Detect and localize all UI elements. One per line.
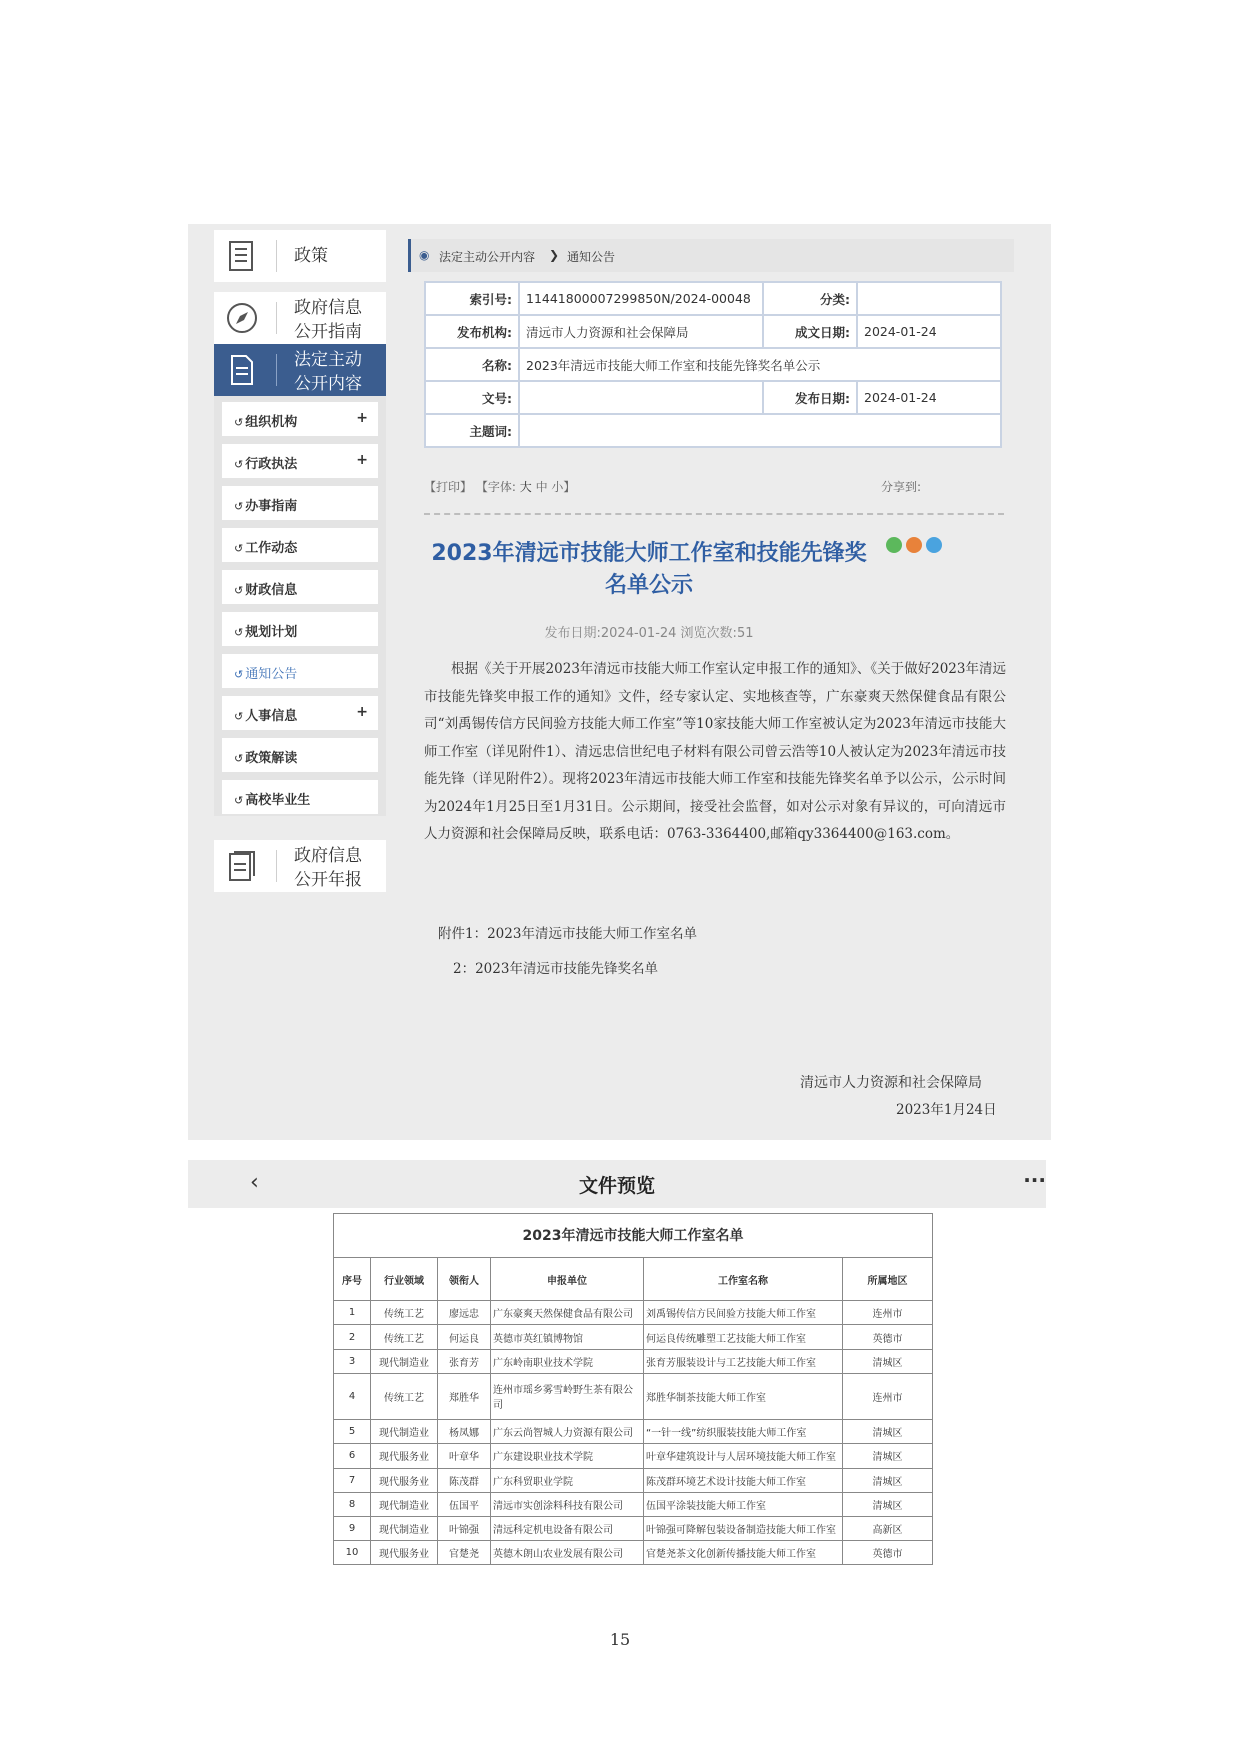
sidebar-guide[interactable]	[214, 292, 386, 344]
table-cell: 清远科定机电设备有限公司	[491, 1516, 644, 1540]
table-cell: 1	[334, 1301, 371, 1325]
metadata-table	[424, 281, 1002, 448]
sidebar-item-personnel[interactable]	[222, 696, 378, 730]
org-value: 清远市人力资源和社会保障局	[519, 315, 763, 348]
weibo-icon[interactable]	[906, 537, 922, 553]
file-preview-bar	[188, 1160, 1046, 1208]
sidebar-item-label: ↺ 人事信息	[234, 705, 297, 724]
publish-info: 发布日期:2024-01-24 浏览次数:51	[544, 626, 754, 641]
table-cell: 叶锦强可降解包装设备制造技能大师工作室	[644, 1516, 843, 1540]
breadcrumb	[408, 239, 1014, 272]
signer: 清远市人力资源和社会保障局	[800, 1075, 982, 1091]
table-cell: 张育芳服装设计与工艺技能大师工作室	[644, 1349, 843, 1373]
roster-caption: 2023年清远市技能大师工作室名单	[334, 1214, 933, 1258]
table-cell: 郑胜华制茶技能大师工作室	[644, 1373, 843, 1420]
sidebar-submenu	[214, 396, 386, 816]
table-cell: 清城区	[843, 1492, 933, 1516]
table-cell: 7	[334, 1468, 371, 1492]
table-cell: 英德市	[843, 1540, 933, 1564]
line-2: 公开年报	[294, 870, 362, 890]
qq-icon[interactable]	[926, 537, 942, 553]
table-cell: 伍国平	[438, 1492, 491, 1516]
preview-title: 文件预览	[578, 1175, 655, 1197]
sidebar-item-label: ↺ 行政执法	[234, 453, 297, 472]
table-cell: 2	[334, 1325, 371, 1349]
table-cell: 郑胜华	[438, 1373, 491, 1420]
table-row	[334, 1420, 933, 1444]
table-cell: 清远市实创涂料科技有限公司	[491, 1492, 644, 1516]
table-cell: “一针一线”纺织服装技能大师工作室	[644, 1420, 843, 1444]
header-cell: 行业领域	[371, 1257, 438, 1301]
category-key: 分类:	[763, 282, 857, 315]
table-cell: 5	[334, 1420, 371, 1444]
table-cell: 9	[334, 1516, 371, 1540]
title-line-1: 2023年清远市技能大师工作室和技能先锋奖	[431, 541, 867, 566]
attachment-1[interactable]: 附件1：2023年清远市技能大师工作室名单	[438, 926, 697, 942]
org-key: 发布机构:	[425, 315, 519, 348]
expand-icon[interactable]: +	[356, 410, 368, 426]
sidebar-item-interpret[interactable]	[222, 738, 378, 772]
table-row	[334, 1516, 933, 1540]
webpage-screenshot	[188, 224, 1051, 1140]
table-cell: 传统工艺	[371, 1325, 438, 1349]
expand-icon[interactable]: +	[356, 704, 368, 720]
sidebar-active-content[interactable]	[214, 344, 386, 396]
table-cell: 叶章华	[438, 1444, 491, 1468]
sidebar-policy[interactable]	[214, 230, 386, 282]
table-cell: 伍国平涂装技能大师工作室	[644, 1492, 843, 1516]
table-cell: 连州市	[843, 1373, 933, 1420]
line-2: 公开指南	[294, 322, 362, 342]
attachment-2[interactable]: 2：2023年清远市技能先锋奖名单	[453, 961, 658, 977]
table-cell: 10	[334, 1540, 371, 1564]
header-cell: 所属地区	[843, 1257, 933, 1301]
table-row	[334, 1325, 933, 1349]
print-button[interactable]: 【打印】	[424, 480, 473, 494]
table-row	[334, 1349, 933, 1373]
table-cell: 英德市英红镇博物馆	[491, 1325, 644, 1349]
table-row	[334, 1373, 933, 1420]
table-cell: 清城区	[843, 1420, 933, 1444]
header-cell: 工作室名称	[644, 1257, 843, 1301]
breadcrumb-root[interactable]: 法定主动公开内容	[439, 250, 536, 264]
made-date-value: 2024-01-24	[857, 315, 1001, 348]
table-cell: 传统工艺	[371, 1373, 438, 1420]
report-icon	[224, 848, 260, 884]
table-cell: 高新区	[843, 1516, 933, 1540]
table-cell: 杨凤娜	[438, 1420, 491, 1444]
table-cell: 广东建设职业技术学院	[491, 1444, 644, 1468]
table-cell: 何运良传统雕塑工艺技能大师工作室	[644, 1325, 843, 1349]
table-cell: 现代服务业	[371, 1468, 438, 1492]
expand-icon[interactable]: +	[356, 452, 368, 468]
sidebar-annual-label	[294, 844, 362, 892]
category-value	[857, 282, 1001, 315]
sidebar-item-news[interactable]	[222, 528, 378, 562]
pub-date-value: 2024-01-24	[857, 381, 1001, 414]
sidebar-item-finance[interactable]	[222, 570, 378, 604]
table-cell: 清城区	[843, 1468, 933, 1492]
table-cell: 现代制造业	[371, 1420, 438, 1444]
more-icon[interactable]: ···	[1023, 1168, 1046, 1192]
table-cell: 英德市	[843, 1325, 933, 1349]
line-1: 法定主动	[294, 350, 362, 370]
sidebar-guide-label	[294, 296, 362, 344]
table-cell: 清城区	[843, 1444, 933, 1468]
table-cell: 廖远忠	[438, 1301, 491, 1325]
divider	[276, 354, 277, 386]
table-cell: 3	[334, 1349, 371, 1373]
table-cell: 现代制造业	[371, 1516, 438, 1540]
roster-header-row	[334, 1257, 933, 1301]
table-cell: 6	[334, 1444, 371, 1468]
sidebar-item-guide[interactable]	[222, 486, 378, 520]
divider	[276, 850, 277, 882]
table-cell: 张育芳	[438, 1349, 491, 1373]
table-cell: 连州市瑶乡雾雪岭野生茶有限公司	[491, 1373, 644, 1420]
font-medium-button[interactable]: 中	[535, 480, 548, 494]
made-date-key: 成文日期:	[763, 315, 857, 348]
line-1: 政府信息	[294, 298, 362, 318]
topic-value	[519, 414, 1001, 447]
table-cell: 4	[334, 1373, 371, 1420]
sidebar-item-label: ↺ 办事指南	[234, 495, 297, 514]
table-cell: 广东云尚智城人力资源有限公司	[491, 1420, 644, 1444]
chevron-right-icon: ❯	[549, 248, 560, 262]
location-pin-icon: ◉	[419, 248, 430, 262]
divider	[276, 302, 277, 334]
title-line-2: 名单公示	[604, 573, 693, 598]
sidebar-policy-label: 政策	[294, 246, 328, 266]
table-cell: 英德木朗山农业发展有限公司	[491, 1540, 644, 1564]
table-row	[334, 1468, 933, 1492]
table-cell: 叶锦强	[438, 1516, 491, 1540]
document-icon	[224, 352, 260, 388]
divider	[276, 240, 277, 272]
sidebar-item-label: ↺ 财政信息	[234, 579, 297, 598]
font-large-button[interactable]: 大	[519, 480, 532, 494]
table-cell: 广东豪爽天然保健食品有限公司	[491, 1301, 644, 1325]
article-title	[424, 538, 874, 602]
compass-icon	[224, 300, 260, 336]
line-2: 公开内容	[294, 374, 362, 394]
dashed-divider	[424, 513, 1004, 515]
name-value: 2023年清远市技能大师工作室和技能先锋奖名单公示	[519, 348, 1001, 381]
back-chevron-icon[interactable]: ‹	[250, 1170, 259, 1195]
wechat-icon[interactable]	[886, 537, 902, 553]
article-tools	[424, 478, 575, 495]
table-cell: 清城区	[843, 1349, 933, 1373]
page-number: 15	[609, 1630, 631, 1649]
font-size-label: 【字体:	[475, 480, 516, 494]
sidebar-item-label: ↺ 规划计划	[234, 621, 297, 640]
index-value: 11441800007299850N/2024-00048	[519, 282, 763, 315]
line-1: 政府信息	[294, 846, 362, 866]
book-icon	[224, 238, 260, 274]
sign-date: 2023年1月24日	[896, 1102, 997, 1118]
share-label: 分享到:	[881, 480, 922, 494]
font-small-button[interactable]: 小】	[551, 480, 576, 494]
header-cell: 序号	[334, 1257, 371, 1301]
table-cell: 8	[334, 1492, 371, 1516]
table-row	[334, 1540, 933, 1564]
table-cell: 陈茂群环境艺术设计技能大师工作室	[644, 1468, 843, 1492]
sidebar-item-enforcement[interactable]	[222, 444, 378, 478]
docno-value	[519, 381, 763, 414]
table-cell: 广东科贸职业学院	[491, 1468, 644, 1492]
sidebar-item-label: ↺ 工作动态	[234, 537, 297, 556]
table-cell: 传统工艺	[371, 1301, 438, 1325]
table-cell: 何运良	[438, 1325, 491, 1349]
roster-table	[333, 1213, 933, 1565]
share-icons	[886, 537, 946, 557]
table-row	[334, 1492, 933, 1516]
table-row	[334, 1444, 933, 1468]
index-key: 索引号:	[425, 282, 519, 315]
table-cell: 现代服务业	[371, 1540, 438, 1564]
name-key: 名称:	[425, 348, 519, 381]
header-cell: 领衔人	[438, 1257, 491, 1301]
roster-body	[334, 1301, 933, 1565]
sidebar-item-org[interactable]	[222, 402, 378, 436]
sidebar-annual-report[interactable]	[214, 840, 386, 892]
sidebar-active-label	[294, 348, 362, 396]
docno-key: 文号:	[425, 381, 519, 414]
table-cell: 现代制造业	[371, 1492, 438, 1516]
topic-key: 主题词:	[425, 414, 519, 447]
sidebar-item-notice[interactable]	[222, 654, 378, 688]
sidebar-item-label: ↺ 通知公告	[234, 663, 297, 682]
sidebar-item-label: ↺ 高校毕业生	[234, 789, 310, 808]
table-cell: 连州市	[843, 1301, 933, 1325]
table-cell: 官楚尧茶文化创新传播技能大师工作室	[644, 1540, 843, 1564]
sidebar-item-graduates[interactable]	[222, 780, 378, 814]
table-row	[334, 1301, 933, 1325]
sidebar-item-label: ↺ 组织机构	[234, 411, 297, 430]
header-cell: 申报单位	[491, 1257, 644, 1301]
breadcrumb-current[interactable]: 通知公告	[567, 250, 616, 264]
table-cell: 现代制造业	[371, 1349, 438, 1373]
sidebar-item-label: ↺ 政策解读	[234, 747, 297, 766]
article-body: 根据《关于开展2023年清远市技能大师工作室认定申报工作的通知》、《关于做好2023年清远市技能先锋奖申报工作的通知》文件，经专家认定、实地核查等，广东豪爽天然保健食品有限公司“刘禹锡传信方民间验方技能大师工作室”等10家技能大师工作室被认定为2023年清远市技能大师工作室（详见附件1）、清远忠信世纪电子材料有限公司曾云浩等10人被认定为2023年清远市技能先锋（详见附件2）。现将2023年清远市技能大师工作室和技能先锋奖名单予以公示，公示时间为2024年1月25日至1月31日。公示期间，接受社会监督，如对公示对象有异议的，可向清远市人力资源和社会保障局反映，联系电话：0763-3364400,邮箱qy3364400@163.com。	[424, 661, 1006, 842]
sidebar-item-plan[interactable]	[222, 612, 378, 646]
table-cell: 叶章华建筑设计与人居环境技能大师工作室	[644, 1444, 843, 1468]
table-cell: 官楚尧	[438, 1540, 491, 1564]
pub-date-key: 发布日期:	[763, 381, 857, 414]
table-cell: 广东岭南职业技术学院	[491, 1349, 644, 1373]
table-cell: 陈茂群	[438, 1468, 491, 1492]
table-cell: 现代服务业	[371, 1444, 438, 1468]
table-cell: 刘禹锡传信方民间验方技能大师工作室	[644, 1301, 843, 1325]
